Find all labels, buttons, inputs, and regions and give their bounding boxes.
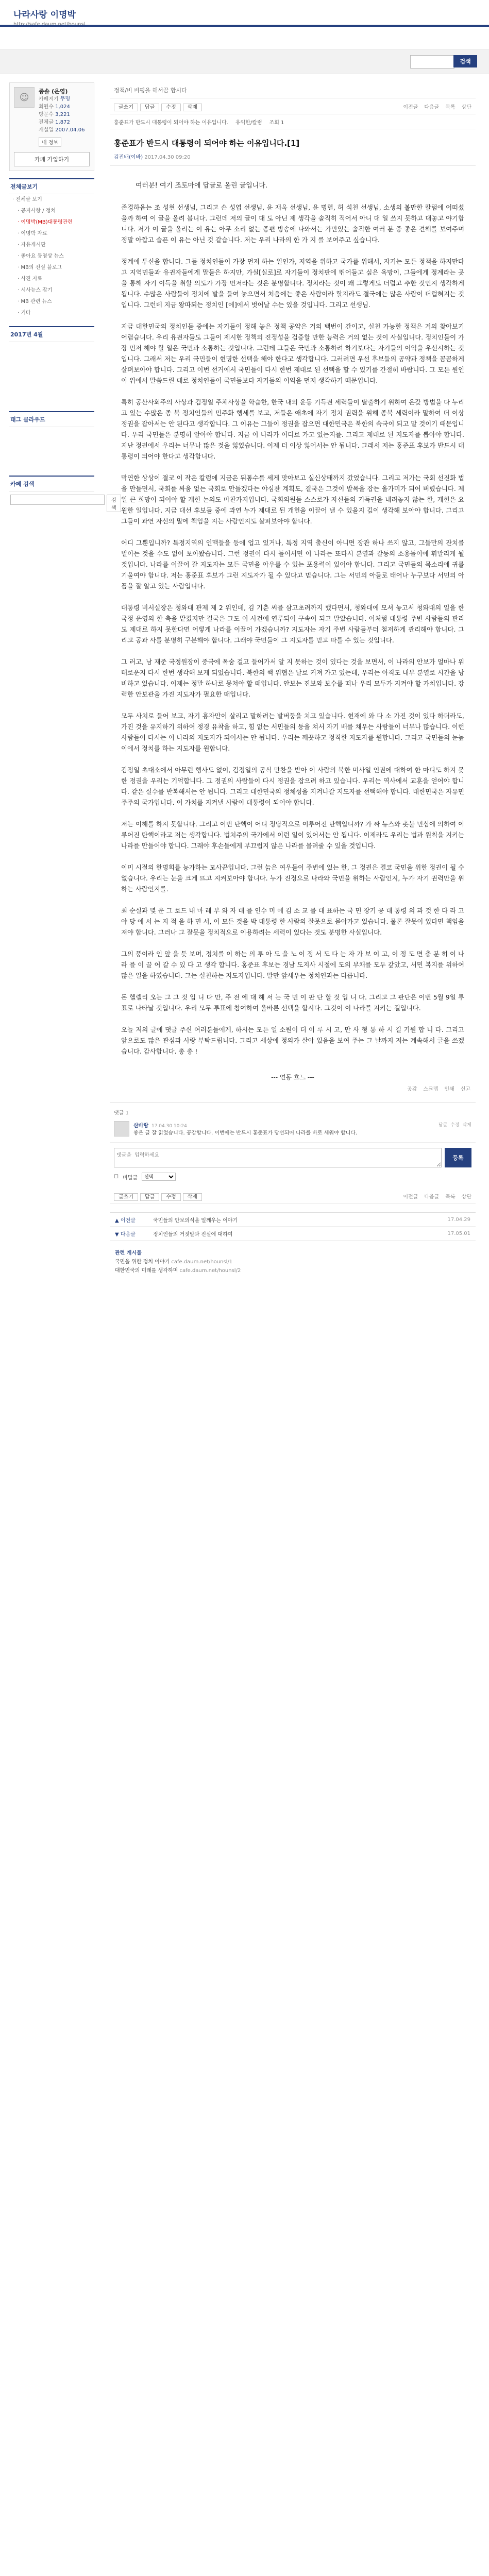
post-paragraph: 여러분! 여기 조토마에 답글로 올린 글입니다.	[136, 182, 268, 190]
post-category-row	[110, 114, 476, 129]
calendar-title: 2017년 4월	[9, 327, 94, 342]
post-paragraph: 돈 헬렐리 오는 그 그 것 입 니 다 만, 주 전 에 대 해 서 는 국 민 이 판 단 할 것 입 니 다. 그리고 그 판단은 이번 5월 9일 투표로 나타날 것입니다. 우리 모두 투표에 참여하여 올바른 선택을 합시다. 그것이 이 나라를 지키는 길입니다.	[121, 993, 464, 1012]
related-title: 관련 게시물	[115, 1250, 142, 1256]
menu-box	[9, 178, 94, 319]
related-title-text[interactable]: 국민을 위한 정치 이야기	[115, 1259, 172, 1265]
toolbar-nav-link[interactable]: 이전글	[403, 1194, 418, 1200]
comment-action[interactable]: 답글	[438, 1123, 448, 1128]
toolbar-nav-link[interactable]: 다음글	[424, 104, 440, 110]
toolbar-button[interactable]: 삭제	[183, 104, 202, 111]
toolbar-button[interactable]: 수정	[161, 1193, 180, 1201]
post-paragraph: 이미 시절의 한명회를 능가하는 모사꾼입니다. 그런 늙은 여우들이 주변에 있는 한, 그 정권은 결코 국민을 위한 정권이 될 수 없습니다. 우리는 눈을 크게 뜨고 지켜보아야 합니다. 누가 진정으로 나라와 국민을 위하는 사람인지, 누가 자기 권력만을 위하는 사람인지를.	[121, 863, 464, 893]
sidebar-item[interactable]: · MB 관련 뉴스	[18, 299, 52, 304]
nav-kind: ▲ 이전글	[115, 1217, 136, 1224]
profile-nick: 종솔 (운영)	[39, 88, 68, 95]
profile-stat-value: 무명	[60, 96, 71, 102]
sidebar-item[interactable]: · 이명박 자료	[18, 231, 47, 236]
profile-stat-value: 1,872	[55, 120, 70, 125]
sidebar-item[interactable]: · MB의 진실 블로그	[18, 265, 62, 270]
nav-date: 17.04.29	[447, 1216, 470, 1223]
nav-title[interactable]: 정치인들의 거짓말과 진실에 대하여	[153, 1231, 233, 1238]
post-paragraph: 그의 풍이라 인 앞 을 듯 보며, 정치를 이 하는 의 투 아 도 을 노 이 정 서 도 다 는 자 가 보 이 고, 이 정 도 면 충 분 히 이 나라 를 이 끌 어 갈 수 있 다 고 생각 합니다. 홍준표 후보는 경남 도지사 시절에 도의 부채를 모두 갚았고, 서민 복지를 위하여 많은 일을 하였습니다. 그는 실천하는 지도자입니다. 말만 앞세우는 정치인과는 다릅니다.	[121, 950, 464, 979]
secret-checkbox[interactable]: ☐	[114, 1174, 119, 1180]
related-item[interactable]	[115, 1258, 470, 1266]
related-posts	[110, 1249, 476, 1275]
comment-text: 좋은 글 잘 읽었습니다. 공감합니다. 이번에는 반드시 홍준표가 당선되어 나라를 바로 세워야 합니다.	[133, 1130, 358, 1136]
sidebar-item[interactable]: · 사진 자료	[18, 276, 43, 282]
sidebar-item[interactable]: · 좋아요 동영상 뉴스	[18, 253, 64, 259]
top-header	[0, 0, 489, 25]
post-toolbar	[110, 98, 476, 114]
post-author[interactable]: 김진배(이바)	[114, 155, 143, 160]
menu-title: 전체글보기	[9, 179, 94, 194]
blog-title[interactable]: 나라사랑 이명박	[13, 10, 76, 20]
share-action[interactable]: 인쇄	[444, 1087, 454, 1092]
sidebar-item[interactable]: · 전체글 보기	[12, 197, 42, 202]
category-info: 조회 1	[269, 120, 284, 126]
header-divider	[0, 25, 489, 27]
search-button[interactable]: 검색	[453, 55, 477, 67]
comment-options	[110, 1173, 476, 1181]
post-paragraph: 막연한 상상이 결코 이 작은 칼럼에 지금은 뒤통수를 세게 맞아보고 실신상태까지 갔었습니다. 그리고 저가는 국회 선진화 법을 만들면서, 국회를 싸움 없는 국회로 만들겠다는 야심찬 계획도, 결국은 그것이 발목을 잡는 올가미가 되어 버렸습니다. 제일 큰 희망이 되어야 할 개헌 논의도 마찬가지입니다. 국회의원들 스스로가 자신들의 기득권을 내려놓지 않는 한, 개헌은 요원한 일입니다. 지금 대선 후보들 중에 과연 누가 제대로 된 개헌을 이끌어 낼 수 있을지 깊이 생각해 보아야 합니다. 그리고 그들이 과연 자신의 말에 책임을 지는 사람인지도 살펴보아야 합니다.	[121, 474, 464, 525]
main-content	[110, 82, 476, 1275]
comment-action[interactable]: 삭제	[462, 1123, 471, 1128]
my-info-button[interactable]: 내 정보	[39, 137, 61, 147]
sidebar-item[interactable]: · 공지사항 / 정치	[18, 208, 56, 214]
comment-action[interactable]: 수정	[450, 1123, 460, 1128]
toolbar-button[interactable]: 글쓰기	[114, 1193, 138, 1201]
post-title: 홍준표가 반드시 대통령이 되어야 하는 이유입니다.[1]	[114, 139, 300, 148]
profile-stat	[39, 111, 85, 118]
toolbar-nav-link[interactable]: 이전글	[403, 104, 418, 110]
toolbar-button[interactable]: 글쓰기	[114, 104, 138, 111]
breadcrumb-text[interactable]: 정책/비 비평을 해서끔 합시다	[114, 87, 187, 94]
comment-select[interactable]	[142, 1173, 176, 1181]
sidebar-item[interactable]: · 기타	[18, 310, 31, 316]
cafe-search-button[interactable]: 검색	[107, 495, 121, 512]
post-paragraph: 저는 이해를 하지 못합니다. 그리고 이번 탄핵이 어디 정당적으로 이루어진 탄핵입니까? 가 짜 뉴스와 촛불 민심에 의하여 이루어진 탄핵이라고 저는 생각합니다. 법치주의 국가에서 이런 일이 있어서는 안 됩니다. 이제라도 우리는 법과 원칙을 지키는 나라를 만들어야 합니다. 그래야 후손들에게 부끄럽지 않은 나라를 물려줄 수 있을 것입니다.	[121, 820, 464, 850]
related-url: cafe.daum.net/hounsl/2	[179, 1268, 241, 1274]
post-paragraph: 존경하옵는 조 성현 선생님, 그리고 손 성엽 선생님, 윤 재옥 선생님, 윤 명렬, 허 석천 선생님, 소생의 볼만한 칼럼에 어떠셨을까 하여 이 글을 올려 봅니다. 그런데 저의 글이 대 도 아닌 제 생각을 솔직히 적어서 아니 대 일 쓰지 못하고 대놓고 야기합니다. 저가 이 글을 올리는 이 유는 아무 소리 없는 종편 방송에 나와서는 가만있는 솔직한 여러 분 중 좋은 견해를 보여주며 정말 아깝고 슬픈 이 유는 아닌 것 같습니다. 저는 우리 나라의 한 가 지 를 보여주고 싶습니다.	[121, 204, 464, 244]
profile-stat	[39, 118, 85, 126]
left-sidebar	[9, 82, 116, 515]
breadcrumb	[110, 82, 476, 98]
profile-stat-value: 3,221	[55, 112, 70, 117]
avatar: ☺	[14, 87, 35, 108]
comment-form	[110, 1143, 476, 1173]
search-input[interactable]	[410, 55, 454, 69]
comment-input[interactable]	[114, 1148, 442, 1167]
comment-count: 댓글 1	[114, 1110, 129, 1116]
share-action[interactable]: 스크랩	[423, 1087, 439, 1092]
post-paragraph: 정계에 투신을 합니다. 그들 정치인들이 가장 먼저 하는 일인가, 지역을 위하고 국가를 위해서, 자기는 모든 정책을 하지만다고 지역민들과 유권자들에게 말들은 하지만, 가실[실로]로 자기들이 정치판에 뛰어들고 싶은 욕망이, 그들에게 정계라는 곳을 통해 자기 이득을 취할 의도가 가장 먼저라는 것은 분명합니다. 정치라는 것이 왜 그렇게도 더럽고 추한 것인지 생각하게 됩니다. 수많은 사람들이 정치에 발을 들여 놓으면서 처음에는 좋은 사람이라 할지라도 결국에는 많은 사람이 더럽혀지는 것입니다. 그런데 지금 왕따되는 정치인 [에]에서 벗어날 수는 있을 것입니다. 그리고 선생님.	[121, 258, 464, 309]
profile-stat	[39, 95, 85, 103]
comment-avatar	[114, 1121, 129, 1137]
category-info[interactable]: 유익한/칼럼	[235, 120, 262, 126]
secret-label: 비밀글	[122, 1175, 138, 1181]
profile-stat-key: 회원수	[39, 104, 56, 110]
comment-actions	[439, 1121, 471, 1137]
toolbar-nav-link[interactable]: 다음글	[424, 1194, 440, 1200]
toolbar-button[interactable]: 삭제	[183, 1193, 202, 1201]
profile-stat-key: 카페지기	[39, 96, 60, 102]
toolbar-button[interactable]: 답글	[140, 104, 159, 111]
nav-title[interactable]: 국민들의 안보의식을 일깨우는 이야기	[153, 1217, 238, 1224]
category-subject: 홍준표가 반드시 대통령이 되어야 하는 이유입니다.	[114, 120, 228, 126]
post-paragraph: 특히 공산사회주의 사상과 김정일 주체사상을 학습한, 한국 내의 운동 기득권 세력들이 탈출하기 위하여 온갖 방법을 다 누리고 있는 수많은 종 북 정치인들의 민주화 행세를 보고, 저들은 애초에 자기 정치 권력을 위해 종북 세력이라 말하여 더 이상 정권을 잡아서는 안 된다고 생각합니다. 그 이유는 그들이 정권을 잡으면 대한민국은 북한의 속국이 되고 말 것이기 때문입니다. 우리 국민들은 분명히 알아야 합니다. 지금 이 나라가 어디로 가고 있는지를. 그리고 제대로 된 지도자를 뽑아야 합니다. 지난 정권에서 우리는 너무나 많은 것을 잃었습니다. 이제 더 이상 잃어서는 안 됩니다. 그래서 저는 홍준표 후보가 반드시 대통령이 되어야 한다고 생각합니다.	[121, 398, 464, 460]
toolbar-nav-link[interactable]: 목록	[445, 104, 456, 110]
comment-submit-button[interactable]: 등록	[445, 1148, 471, 1167]
share-action[interactable]: 신고	[460, 1087, 470, 1092]
post-paragraph: 그 러고, 남 재준 국정원장이 중국에 목숨 걸고 들어가서 알 지 못하는 것이 있다는 것을 보면서, 이 나라의 안보가 얼마나 위태로운지 다시 한번 생각해 보게 되었습니다. 북한의 핵 위협은 날로 커져 가고 있는데, 우리는 아직도 내부 분열로 시간을 낭비하고 있습니다. 이제는 정말 하나로 뭉쳐야 할 때입니다. 안보는 진보와 보수를 떠나 우리 모두가 지켜야 할 가치입니다. 강력한 안보관을 가진 지도자가 필요한 때입니다.	[121, 658, 464, 698]
comments-section	[110, 1103, 476, 1181]
profile-stat-key: 개설일	[39, 127, 56, 133]
nav-row[interactable]	[110, 1213, 476, 1227]
post-paragraph: 김정일 초대소에서 아무런 행사도 없이, 김정일의 공식 만찬을 받아 이 사람의 북한 미사일 인권에 대하여 한 마디도 하지 못한 정권을 우리는 기억합니다. 그 정권의 사람들이 다시 정권을 잡으려 하고 있습니다. 우리는 역사에서 교훈을 얻어야 합니다. 같은 실수를 반복해서는 안 됩니다. 그리고 대한민국의 정체성을 지켜나갈 지도자를 선택해야 합니다. 대한민국은 자유민주주의 국가입니다. 이 가치를 지켜낼 사람이 대통령이 되어야 합니다.	[121, 766, 464, 806]
nav-kind: ▼ 다음글	[115, 1231, 136, 1238]
related-title-text[interactable]: 대한민국의 미래를 생각하며	[115, 1268, 180, 1274]
related-url: cafe.daum.net/hounsl/1	[171, 1259, 233, 1265]
comment-body	[133, 1121, 357, 1137]
cafe-search-title: 카페 검색	[9, 477, 94, 492]
profile-stat	[39, 103, 85, 111]
post-paragraph: 대통령 비서실장은 청와대 관제 제 2 위인데, 김 기춘 씨를 삼고초려까지 했다면서, 청와대에 모셔 놓고서 청와대의 일을 한 국정 운영의 한 축을 맡겼지만 결국은 그도 이 사건에 연루되어 구속이 되고 말았습니다. 이처럼 대통령 주변 사람들의 관리도 제대로 하지 못한다면 어떻게 나라를 이끌어 가겠습니까? 지도자는 자기 주변 사람들부터 철저하게 관리해야 합니다. 그리고 공과 사를 분명히 구분해야 합니다. 그래야 국민들이 그 지도자를 믿고 따를 수 있는 것입니다.	[121, 604, 464, 644]
toolbar-nav-link[interactable]: 상단	[461, 104, 471, 110]
share-row	[110, 1084, 476, 1092]
post-paragraph: 최 순실과 몇 운 그 로드 내 마 레 부 와 자 대 를 인수 미 에 김 소 교 를 대 표하는 국 민 장기 공 대 통령 의 과 것 한 다 라 고 야 당 에 서 는 지 적 을 하 면 서, 이 모든 것을 박 대통령 한 사람의 잘못으로 몰아가고 있습니다. 물론 잘못이 있다면 책임을 져야 합니다. 그러나 그 잘못을 정치적으로 이용하려는 세력이 있다는 것도 분명한 사실입니다.	[121, 907, 464, 936]
calendar-box	[9, 326, 94, 404]
nav-row[interactable]	[110, 1227, 476, 1241]
toolbar-button[interactable]: 답글	[140, 1193, 159, 1201]
tag-box	[9, 411, 94, 468]
toolbar-button[interactable]: 수정	[161, 104, 180, 111]
profile-box	[9, 82, 94, 171]
post-paragraph: 모두 사치로 들어 보고, 자기 흥자만이 살리고 말하려는 발버둥을 치고 있습니다. 현재에 와 다 소 가진 것이 있다 하더라도, 가진 것을 유지하기 위하여 정경 유착을 하고, 힘 없는 서민들의 등을 쳐서 자기 배를 채우는 사람들이 너무나 많습니다. 이런 사람들이 다시는 이 나라의 지도자가 되어서는 안 됩니다. 우리는 깨끗하고 정직한 지도자를 원합니다. 그리고 국민들의 눈높이에서 정치를 하는 지도자를 원합니다.	[121, 712, 464, 752]
tag-title: 태그 클라우드	[9, 412, 94, 427]
sidebar-item[interactable]: · 자유게시판	[18, 242, 46, 248]
post-paragraph: 오늘 저의 글에 댓글 주신 여러분들에게, 하시는 모든 일 소원이 더 이 루 시 고, 만 사 형 통 하 시 길 기원 합 니 다. 그리고 앞으로도 많은 관심과 사랑 부탁드립니다. 그리고 세상에 정의가 살아 있음을 보여 주는 그 날까지 저는 계속해서 글을 쓰겠습니다. 감사합니다. 총 총 !	[121, 1026, 464, 1055]
profile-stat	[39, 126, 85, 134]
bottom-toolbar	[110, 1188, 476, 1204]
cafe-search-input[interactable]	[10, 495, 105, 505]
profile-stat-value: 2007.04.06	[55, 127, 85, 133]
sidebar-item[interactable]: · 이명박(MB)대통령관련	[18, 219, 73, 225]
post-body	[110, 166, 476, 1073]
comment-item	[110, 1116, 476, 1143]
toolbar-nav-link[interactable]: 목록	[445, 1194, 456, 1200]
share-action[interactable]: 공감	[407, 1087, 417, 1092]
prev-next-list	[110, 1212, 476, 1241]
post-paragraph: 지금 대한민국의 정치인들 중에는 자기들이 정해 놓은 정책 공약은 거의 백번이 간이고, 실천 가능한 정책은 거의 찾아보기 어렵습니다. 우리 유권자들도 그들이 제시한 정책의 진정성을 검증할 만한 능력은 거의 없는 것이 사실입니다. 정치인들이 가장 먼저 해야 할 일은 국민과 소통하는 것입니다. 그런데 그들은 국민과 소통하려 하기보다는 자기들의 이익을 우선시하는 것입니다. 그래서 저는 우리 국민들이 현명한 선택을 해야 한다고 생각합니다. 그러려면 우선 후보들의 공약과 정책을 꼼꼼하게 살펴보아야 합니다. 그리고 이번 선거에서 국민들이 다시 한번 제대로 된 선택을 할 수 있기를 간절히 바랍니다. 그 모든 원인이 위에서 말씀드린 대로 정치인들이 국민들보다 자기들의 이익을 먼저 생각하기 때문입니다.	[121, 323, 464, 384]
comment-header	[133, 1121, 357, 1129]
related-item[interactable]	[115, 1266, 470, 1275]
sidebar-item[interactable]: · 시사뉴스 잡기	[18, 287, 53, 293]
toolbar-nav-link[interactable]: 상단	[461, 1194, 471, 1200]
join-cafe-button[interactable]: 카페 가입하기	[14, 152, 90, 166]
post-end-mark: --- 연동 흐느 ---	[271, 1074, 314, 1081]
nav-date: 17.05.01	[447, 1230, 470, 1236]
comment-date: 17.04.30 10:24	[151, 1124, 187, 1129]
post-meta	[110, 152, 476, 166]
profile-stat-value: 1,024	[55, 104, 70, 110]
search-bar	[0, 49, 489, 74]
post-date: 2017.04.30 09:20	[144, 155, 191, 160]
cafe-search-box	[9, 476, 116, 515]
profile-stat-key: 방문수	[39, 112, 56, 117]
post-paragraph: 어디 그뿐입니까? 특정지역의 인맥들을 등에 업고 있거나, 특정 지역 출신이 아니면 장관 하나 쓰지 않고, 그들만의 잔치를 벌이는 것을 수도 없이 보아왔습니다. 그런 정권이 다시 들어서면 이 나라는 또다시 분열과 갈등의 소용돌이에 휘말리게 될 것입니다. 나라를 이끌어 갈 지도자는 모든 국민을 아우를 수 있는 포용력이 있어야 합니다. 그리고 국민들의 목소리에 귀를 기울여야 합니다. 저는 홍준표 후보가 그런 지도자가 될 수 있다고 믿습니다. 그는 서민의 아들로 태어나 누구보다 서민의 아픔을 잘 알고 있는 사람입니다.	[121, 539, 464, 590]
comment-author[interactable]: 산바람	[133, 1123, 148, 1129]
profile-stat-key: 전체글	[39, 120, 56, 125]
